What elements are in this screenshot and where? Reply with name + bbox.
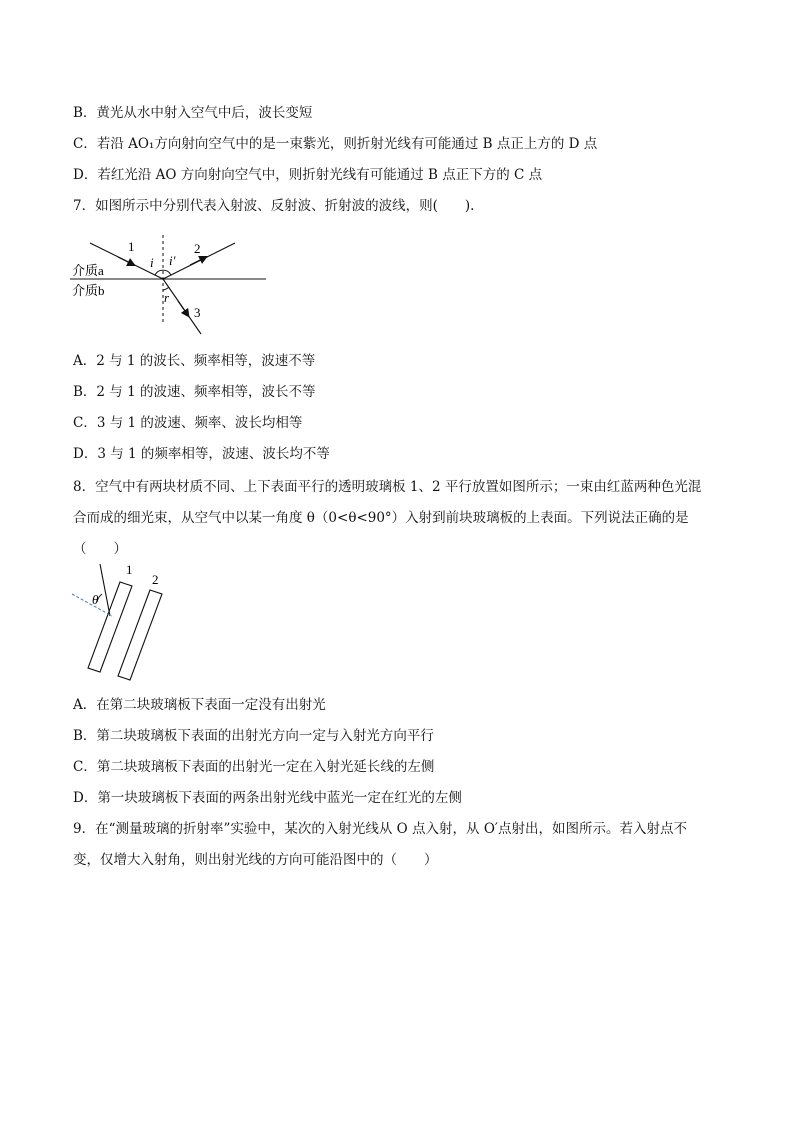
q7-option-a: A．2 与 1 的波长、频率相等，波速不等	[73, 353, 316, 369]
q8-stem-line-1: 8．空气中有两块材质不同、上下表面平行的透明玻璃板 1、2 平行放置如图所示；一束由红蓝两种色光混	[73, 479, 702, 495]
incident-ray	[100, 564, 110, 616]
q7-stem: 7．如图所示中分别代表入射波、反射波、折射波的波线，则( ).	[73, 198, 475, 214]
angle-i-label: i	[150, 255, 154, 270]
q8-stem-line-3: （ ）	[73, 541, 127, 557]
angle-r-label: r	[164, 290, 170, 305]
ray-1-label: 1	[128, 239, 135, 254]
q8-option-b: B．第二块玻璃板下表面的出射光方向一定与入射光方向平行	[73, 728, 434, 744]
q6-option-b: B．黄光从水中射入空气中后，波长变短	[73, 105, 313, 121]
medium-b-label: 介质b	[72, 283, 105, 298]
plate-1-label: 1	[126, 562, 133, 577]
q9-stem-line-1: 9．在“测量玻璃的折射率”实验中，某次的入射光线从 O 点入射，从 O′点射出，如图所示。若入射点不	[73, 821, 687, 837]
glass-plate-2	[118, 590, 162, 680]
ray-2-label: 2	[194, 241, 201, 256]
q8-stem-line-2: 合而成的细光束，从空气中以某一角度 θ（0<θ<90°）入射到前块玻璃板的上表面。下列说法正确的是	[73, 510, 689, 526]
medium-a-label: 介质a	[72, 263, 104, 278]
q7-figure	[70, 235, 270, 345]
theta-label: θ	[92, 592, 99, 607]
q6-option-d: D．若红光沿 AO 方向射向空气中，则折射光线有可能通过 B 点正下方的 C 点	[73, 167, 543, 183]
q8-figure	[70, 562, 180, 682]
angle-i-prime-label: i′	[169, 253, 176, 268]
q7-option-d: D．3 与 1 的频率相等，波速、波长均不等	[73, 446, 330, 462]
q9-stem-line-2: 变，仅增大入射角，则出射光线的方向可能沿图中的（ ）	[73, 852, 438, 868]
q7-option-b: B．2 与 1 的波速、频率相等，波长不等	[73, 384, 316, 400]
q8-option-d: D．第一块玻璃板下表面的两条出射光线中蓝光一定在红光的左侧	[73, 790, 462, 806]
plate-2-label: 2	[152, 572, 159, 587]
q7-option-c: C．3 与 1 的波速、频率、波长均相等	[73, 415, 303, 431]
q8-option-c: C．第二块玻璃板下表面的出射光一定在入射光延长线的左侧	[73, 759, 435, 775]
q6-option-c: C．若沿 AO₁方向射向空气中的是一束紫光，则折射光线有可能通过 B 点正上方的 D 点	[73, 136, 598, 152]
q8-option-a: A．在第二块玻璃板下表面一定没有出射光	[73, 697, 326, 713]
ray-3-label: 3	[194, 305, 201, 320]
